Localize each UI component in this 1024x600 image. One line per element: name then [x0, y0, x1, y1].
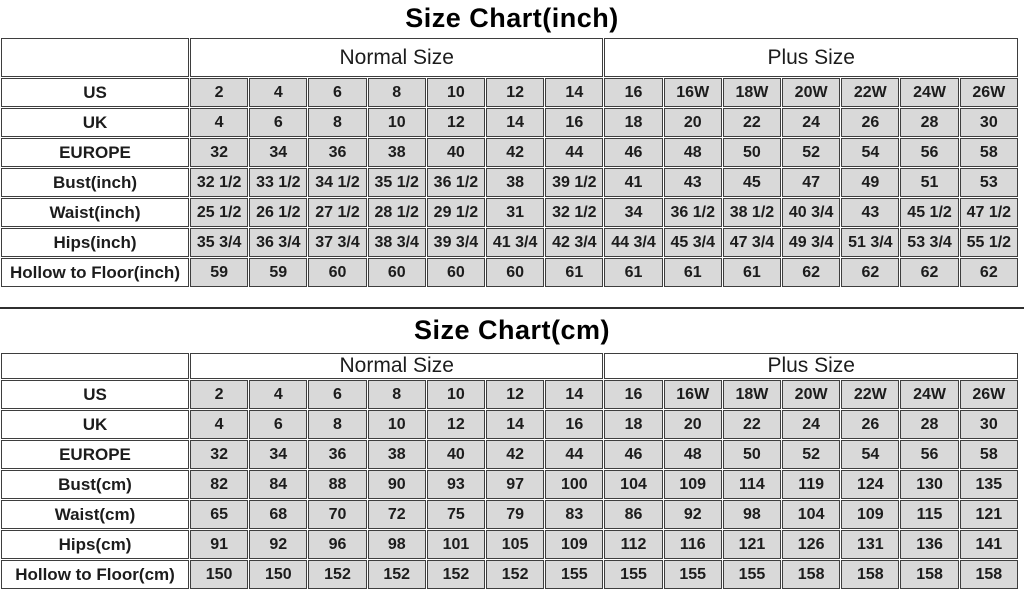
size-value-cell: 32: [190, 440, 248, 469]
size-value-cell: 42: [486, 440, 544, 469]
size-value-cell: 51: [900, 168, 958, 197]
row-label: Waist(cm): [1, 500, 189, 529]
group-header-row: [1, 38, 1018, 77]
size-value-cell: 36 1/2: [427, 168, 485, 197]
table-row: [1, 138, 1018, 167]
size-value-cell: 104: [604, 470, 662, 499]
size-value-cell: 34: [249, 440, 307, 469]
size-value-cell: 14: [545, 78, 603, 107]
size-value-cell: 30: [960, 108, 1018, 137]
row-label: Hollow to Floor(cm): [1, 560, 189, 589]
size-value-cell: 130: [900, 470, 958, 499]
row-label: Bust(cm): [1, 470, 189, 499]
size-value-cell: 158: [900, 560, 958, 589]
size-value-cell: 16W: [664, 380, 722, 409]
size-value-cell: 39 3/4: [427, 228, 485, 257]
size-value-cell: 42 3/4: [545, 228, 603, 257]
size-value-cell: 92: [249, 530, 307, 559]
group-header-normal-size: Normal Size: [190, 353, 603, 379]
size-value-cell: 2: [190, 78, 248, 107]
size-value-cell: 6: [249, 410, 307, 439]
size-value-cell: 16: [604, 78, 662, 107]
table-row: [1, 470, 1018, 499]
size-value-cell: 16: [545, 108, 603, 137]
size-value-cell: 82: [190, 470, 248, 499]
corner-cell: [1, 38, 189, 77]
size-value-cell: 16: [545, 410, 603, 439]
size-value-cell: 32 1/2: [190, 168, 248, 197]
size-value-cell: 22: [723, 108, 781, 137]
row-label: Waist(inch): [1, 198, 189, 227]
size-value-cell: 14: [545, 380, 603, 409]
size-value-cell: 36: [308, 440, 366, 469]
size-value-cell: 8: [308, 108, 366, 137]
size-value-cell: 18: [604, 108, 662, 137]
row-label: EUROPE: [1, 440, 189, 469]
size-value-cell: 155: [664, 560, 722, 589]
size-value-cell: 48: [664, 440, 722, 469]
size-value-cell: 100: [545, 470, 603, 499]
size-value-cell: 2: [190, 380, 248, 409]
size-value-cell: 27 1/2: [308, 198, 366, 227]
size-value-cell: 141: [960, 530, 1018, 559]
size-value-cell: 150: [249, 560, 307, 589]
table-row: [1, 228, 1018, 257]
size-value-cell: 126: [782, 530, 840, 559]
size-value-cell: 72: [368, 500, 426, 529]
size-value-cell: 45 3/4: [664, 228, 722, 257]
size-value-cell: 121: [723, 530, 781, 559]
size-value-cell: 58: [960, 440, 1018, 469]
table-row: [1, 258, 1018, 287]
size-value-cell: 53 3/4: [900, 228, 958, 257]
size-value-cell: 60: [368, 258, 426, 287]
size-value-cell: 49 3/4: [782, 228, 840, 257]
size-value-cell: 109: [545, 530, 603, 559]
size-value-cell: 29 1/2: [427, 198, 485, 227]
group-header-normal-size: Normal Size: [190, 38, 603, 77]
table-row: [1, 410, 1018, 439]
size-value-cell: 30: [960, 410, 1018, 439]
size-value-cell: 6: [308, 380, 366, 409]
size-value-cell: 131: [841, 530, 899, 559]
size-value-cell: 16W: [664, 78, 722, 107]
size-value-cell: 35 1/2: [368, 168, 426, 197]
size-value-cell: 56: [900, 138, 958, 167]
row-label: US: [1, 78, 189, 107]
size-value-cell: 47 3/4: [723, 228, 781, 257]
size-value-cell: 136: [900, 530, 958, 559]
size-value-cell: 59: [249, 258, 307, 287]
size-value-cell: 112: [604, 530, 662, 559]
size-value-cell: 24W: [900, 380, 958, 409]
inch-chart-title: Size Chart(inch): [405, 3, 619, 33]
size-value-cell: 36 3/4: [249, 228, 307, 257]
size-value-cell: 10: [368, 410, 426, 439]
size-value-cell: 61: [723, 258, 781, 287]
size-value-cell: 43: [664, 168, 722, 197]
size-value-cell: 56: [900, 440, 958, 469]
size-value-cell: 46: [604, 138, 662, 167]
size-value-cell: 50: [723, 440, 781, 469]
row-label: Bust(inch): [1, 168, 189, 197]
size-value-cell: 92: [664, 500, 722, 529]
size-value-cell: 24: [782, 108, 840, 137]
size-value-cell: 6: [308, 78, 366, 107]
size-value-cell: 83: [545, 500, 603, 529]
size-value-cell: 41: [604, 168, 662, 197]
size-value-cell: 49: [841, 168, 899, 197]
size-value-cell: 14: [486, 410, 544, 439]
size-value-cell: 20: [664, 410, 722, 439]
size-value-cell: 22W: [841, 380, 899, 409]
size-value-cell: 34: [249, 138, 307, 167]
size-value-cell: 40: [427, 440, 485, 469]
size-value-cell: 68: [249, 500, 307, 529]
size-value-cell: 44: [545, 138, 603, 167]
size-value-cell: 10: [368, 108, 426, 137]
size-value-cell: 40: [427, 138, 485, 167]
size-value-cell: 98: [368, 530, 426, 559]
size-value-cell: 16: [604, 380, 662, 409]
row-label: Hollow to Floor(inch): [1, 258, 189, 287]
size-value-cell: 4: [249, 380, 307, 409]
size-value-cell: 124: [841, 470, 899, 499]
size-value-cell: 61: [545, 258, 603, 287]
size-value-cell: 37 3/4: [308, 228, 366, 257]
size-value-cell: 18W: [723, 78, 781, 107]
size-value-cell: 90: [368, 470, 426, 499]
size-value-cell: 28: [900, 410, 958, 439]
size-value-cell: 6: [249, 108, 307, 137]
size-value-cell: 104: [782, 500, 840, 529]
size-value-cell: 20: [664, 108, 722, 137]
size-value-cell: 97: [486, 470, 544, 499]
size-value-cell: 38 3/4: [368, 228, 426, 257]
size-value-cell: 52: [782, 440, 840, 469]
table-row: [1, 500, 1018, 529]
size-chart-inch-table: [0, 37, 1019, 288]
size-value-cell: 20W: [782, 380, 840, 409]
table-row: [1, 560, 1018, 589]
size-value-cell: 48: [664, 138, 722, 167]
table-row: [1, 78, 1018, 107]
size-value-cell: 158: [782, 560, 840, 589]
size-value-cell: 43: [841, 198, 899, 227]
size-value-cell: 38: [368, 440, 426, 469]
size-value-cell: 26: [841, 410, 899, 439]
size-value-cell: 150: [190, 560, 248, 589]
size-value-cell: 51 3/4: [841, 228, 899, 257]
size-value-cell: 115: [900, 500, 958, 529]
size-value-cell: 119: [782, 470, 840, 499]
size-value-cell: 50: [723, 138, 781, 167]
size-value-cell: 84: [249, 470, 307, 499]
table-row: [1, 380, 1018, 409]
size-value-cell: 88: [308, 470, 366, 499]
size-value-cell: 101: [427, 530, 485, 559]
size-value-cell: 41 3/4: [486, 228, 544, 257]
row-label: EUROPE: [1, 138, 189, 167]
size-value-cell: 46: [604, 440, 662, 469]
size-value-cell: 12: [427, 410, 485, 439]
size-value-cell: 79: [486, 500, 544, 529]
size-value-cell: 158: [841, 560, 899, 589]
size-value-cell: 18: [604, 410, 662, 439]
row-label: Hips(cm): [1, 530, 189, 559]
size-value-cell: 52: [782, 138, 840, 167]
table-row: [1, 168, 1018, 197]
size-value-cell: 62: [900, 258, 958, 287]
size-value-cell: 33 1/2: [249, 168, 307, 197]
size-value-cell: 54: [841, 138, 899, 167]
row-label: UK: [1, 410, 189, 439]
size-value-cell: 65: [190, 500, 248, 529]
size-value-cell: 34: [604, 198, 662, 227]
size-value-cell: 8: [368, 78, 426, 107]
size-value-cell: 44 3/4: [604, 228, 662, 257]
size-value-cell: 24W: [900, 78, 958, 107]
size-value-cell: 10: [427, 78, 485, 107]
size-chart-cm-table: [0, 352, 1019, 590]
size-value-cell: 135: [960, 470, 1018, 499]
size-value-cell: 62: [782, 258, 840, 287]
size-value-cell: 32: [190, 138, 248, 167]
size-value-cell: 53: [960, 168, 1018, 197]
size-value-cell: 24: [782, 410, 840, 439]
row-label: US: [1, 380, 189, 409]
size-value-cell: 45: [723, 168, 781, 197]
size-value-cell: 55 1/2: [960, 228, 1018, 257]
size-value-cell: 4: [249, 78, 307, 107]
size-value-cell: 38 1/2: [723, 198, 781, 227]
size-value-cell: 14: [486, 108, 544, 137]
size-value-cell: 98: [723, 500, 781, 529]
size-value-cell: 25 1/2: [190, 198, 248, 227]
size-value-cell: 158: [960, 560, 1018, 589]
size-value-cell: 18W: [723, 380, 781, 409]
size-value-cell: 26W: [960, 78, 1018, 107]
size-value-cell: 22: [723, 410, 781, 439]
size-value-cell: 31: [486, 198, 544, 227]
size-value-cell: 44: [545, 440, 603, 469]
size-value-cell: 114: [723, 470, 781, 499]
size-value-cell: 26: [841, 108, 899, 137]
size-value-cell: 61: [664, 258, 722, 287]
size-value-cell: 152: [486, 560, 544, 589]
table-row: [1, 108, 1018, 137]
size-value-cell: 38: [368, 138, 426, 167]
size-value-cell: 47 1/2: [960, 198, 1018, 227]
row-label: UK: [1, 108, 189, 137]
size-value-cell: 60: [427, 258, 485, 287]
size-value-cell: 42: [486, 138, 544, 167]
group-header-row: [1, 353, 1018, 379]
size-value-cell: 35 3/4: [190, 228, 248, 257]
size-value-cell: 4: [190, 410, 248, 439]
size-value-cell: 155: [723, 560, 781, 589]
size-value-cell: 60: [486, 258, 544, 287]
size-value-cell: 22W: [841, 78, 899, 107]
size-value-cell: 36 1/2: [664, 198, 722, 227]
size-value-cell: 45 1/2: [900, 198, 958, 227]
size-value-cell: 47: [782, 168, 840, 197]
size-value-cell: 60: [308, 258, 366, 287]
size-value-cell: 152: [308, 560, 366, 589]
size-value-cell: 38: [486, 168, 544, 197]
size-value-cell: 26W: [960, 380, 1018, 409]
size-value-cell: 8: [308, 410, 366, 439]
size-value-cell: 39 1/2: [545, 168, 603, 197]
size-value-cell: 40 3/4: [782, 198, 840, 227]
size-value-cell: 109: [841, 500, 899, 529]
size-value-cell: 54: [841, 440, 899, 469]
size-value-cell: 152: [427, 560, 485, 589]
size-value-cell: 4: [190, 108, 248, 137]
size-value-cell: 155: [604, 560, 662, 589]
table-row: [1, 440, 1018, 469]
size-value-cell: 34 1/2: [308, 168, 366, 197]
size-value-cell: 105: [486, 530, 544, 559]
size-value-cell: 109: [664, 470, 722, 499]
size-value-cell: 91: [190, 530, 248, 559]
size-value-cell: 26 1/2: [249, 198, 307, 227]
size-value-cell: 12: [486, 380, 544, 409]
size-value-cell: 12: [427, 108, 485, 137]
size-value-cell: 10: [427, 380, 485, 409]
group-header-plus-size: Plus Size: [604, 38, 1018, 77]
size-value-cell: 70: [308, 500, 366, 529]
group-header-plus-size: Plus Size: [604, 353, 1018, 379]
size-value-cell: 12: [486, 78, 544, 107]
size-value-cell: 62: [960, 258, 1018, 287]
corner-cell: [1, 353, 189, 379]
size-value-cell: 86: [604, 500, 662, 529]
size-value-cell: 121: [960, 500, 1018, 529]
size-value-cell: 96: [308, 530, 366, 559]
size-value-cell: 75: [427, 500, 485, 529]
size-value-cell: 36: [308, 138, 366, 167]
size-value-cell: 58: [960, 138, 1018, 167]
size-value-cell: 155: [545, 560, 603, 589]
size-value-cell: 116: [664, 530, 722, 559]
size-value-cell: 61: [604, 258, 662, 287]
size-value-cell: 93: [427, 470, 485, 499]
size-value-cell: 28: [900, 108, 958, 137]
size-value-cell: 62: [841, 258, 899, 287]
table-row: [1, 198, 1018, 227]
row-label: Hips(inch): [1, 228, 189, 257]
cm-chart-title: Size Chart(cm): [413, 315, 611, 345]
size-value-cell: 8: [368, 380, 426, 409]
size-value-cell: 32 1/2: [545, 198, 603, 227]
size-value-cell: 20W: [782, 78, 840, 107]
size-value-cell: 28 1/2: [368, 198, 426, 227]
table-row: [1, 530, 1018, 559]
size-value-cell: 59: [190, 258, 248, 287]
size-value-cell: 152: [368, 560, 426, 589]
